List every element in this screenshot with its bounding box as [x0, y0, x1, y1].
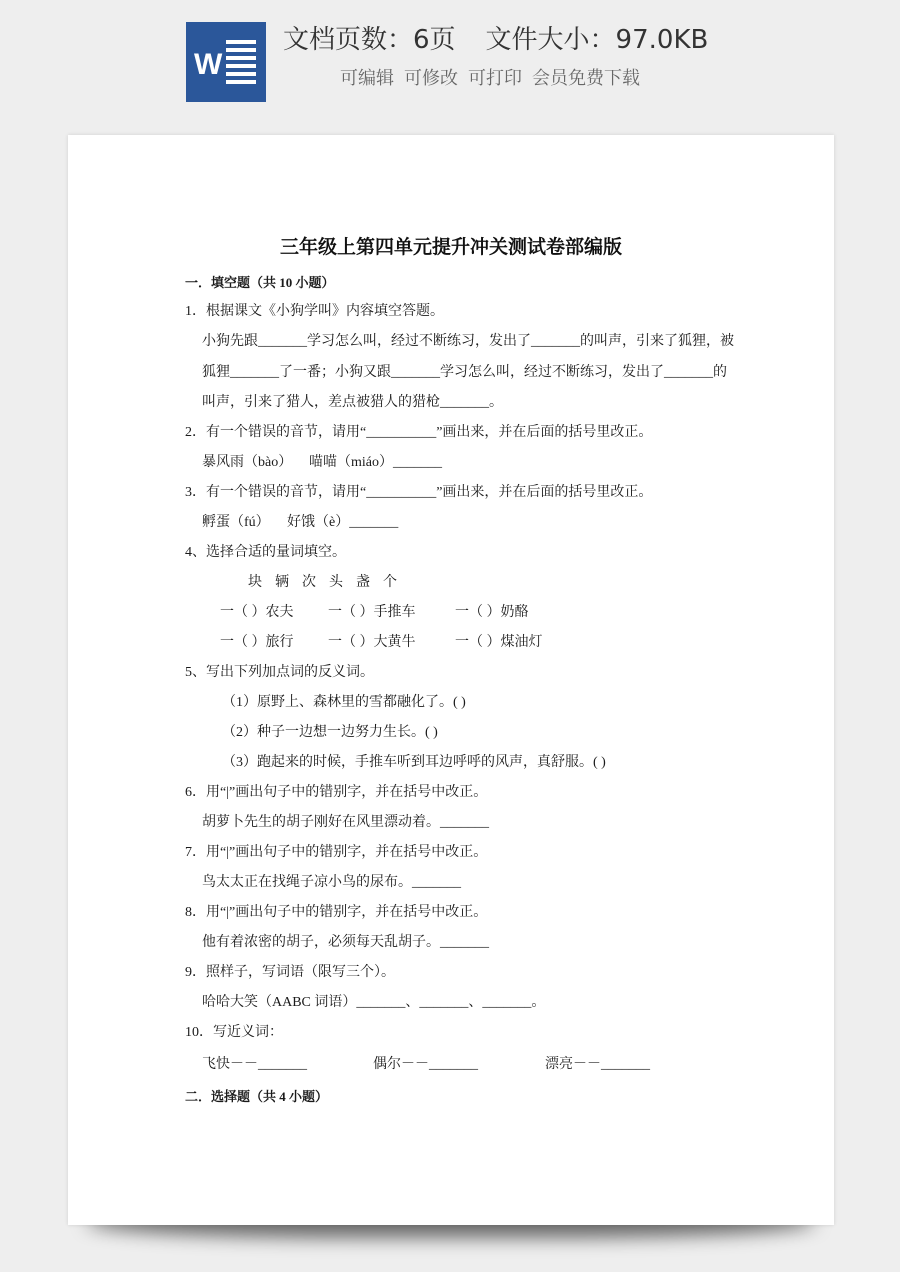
question-1-line: 狐狸_______了一番；小狗又跟_______学习怎么叫，经过不断练习，发出了_______的	[202, 365, 727, 380]
option-word: 次	[302, 575, 316, 590]
question-1-line: 叫声，引来了猎人，差点被猎人的猎枪_______。	[202, 395, 503, 410]
file-size: 文件大小：97.0KB	[485, 25, 709, 55]
question-8-sentence: 他有着浓密的胡子，必须每天乱胡子。_______	[202, 935, 489, 950]
question-3-item: 孵蛋（fú）	[202, 515, 270, 530]
feature-editable: 可编辑	[340, 68, 394, 89]
question-10-item: 漂亮－－_______	[545, 1057, 650, 1072]
feature-list	[340, 66, 650, 92]
option-word: 盏	[356, 575, 370, 590]
question-5-item: （2）种子一边想一边努力生长。( )	[222, 725, 438, 740]
document-title: 三年级上第四单元提升冲关测试卷部编版	[279, 237, 622, 258]
option-word: 头	[329, 575, 343, 590]
question-7-stem: 7．用“|”画出句子中的错别字，并在括号中改正。	[185, 845, 488, 860]
question-3-stem: 3．有一个错误的音节，请用“__________”画出来，并在后面的括号里改正。	[185, 485, 653, 500]
question-1-line: 小狗先跟_______学习怎么叫，经过不断练习，发出了_______的叫声，引来了狐狸，被	[202, 334, 734, 349]
question-2-stem: 2．有一个错误的音节，请用“__________”画出来，并在后面的括号里改正。	[185, 425, 653, 440]
question-4-stem: 4、选择合适的量词填空。	[185, 545, 346, 560]
option-word: 个	[383, 575, 397, 590]
feature-member-download: 会员免费下载	[532, 68, 640, 89]
question-4-blank: 一（ ）大黄牛	[328, 635, 416, 650]
measure-word-options	[248, 573, 410, 593]
word-icon-letter: W	[194, 48, 223, 81]
question-10-item: 偶尔－－_______	[373, 1057, 478, 1072]
page-count: 文档页数：6页	[283, 25, 456, 55]
section-heading-fill-in: 一．填空题（共 10 小题）	[185, 275, 335, 290]
question-5-item: （1）原野上、森林里的雪都融化了。( )	[222, 695, 466, 710]
feature-printable: 可打印	[468, 68, 522, 89]
question-4-blank: 一（ ）手推车	[328, 605, 416, 620]
question-3-item: 好饿（è）_______	[287, 515, 399, 530]
document-info	[283, 23, 708, 57]
question-1-stem: 1．根据课文《小狗学叫》内容填空答题。	[185, 304, 444, 319]
option-word: 辆	[275, 575, 289, 590]
document-page	[68, 135, 834, 1225]
question-6-stem: 6．用“|”画出句子中的错别字，并在括号中改正。	[185, 785, 488, 800]
question-9-answer-line: 哈哈大笑（AABC 词语）_______、_______、_______。	[202, 995, 546, 1010]
question-4-blank: 一（ ）旅行	[220, 635, 294, 650]
question-6-sentence: 胡萝卜先生的胡子刚好在风里漂动着。_______	[202, 815, 489, 830]
question-10-stem: 10．写近义词：	[185, 1025, 283, 1040]
question-4-blank: 一（ ）农夫	[220, 605, 294, 620]
question-4-blank: 一（ ）奶酪	[455, 605, 529, 620]
feature-modifiable: 可修改	[404, 68, 458, 89]
question-7-sentence: 鸟太太正在找绳子凉小鸟的尿布。_______	[202, 875, 461, 890]
question-10-item: 飞快－－_______	[202, 1057, 307, 1072]
question-5-stem: 5、写出下列加点词的反义词。	[185, 665, 374, 680]
question-2-item: 暴风雨（bào）	[202, 455, 293, 470]
question-2-item: 喵喵（miáo）_______	[309, 455, 442, 470]
question-5-item: （3）跑起来的时候，手推车听到耳边呼呼的风声，真舒服。( )	[222, 755, 606, 770]
section-heading-multiple-choice: 二．选择题（共 4 小题）	[185, 1089, 329, 1104]
word-document-icon	[186, 22, 266, 102]
option-word: 块	[248, 575, 262, 590]
question-8-stem: 8．用“|”画出句子中的错别字，并在括号中改正。	[185, 905, 488, 920]
question-9-stem: 9．照样子，写词语（限写三个）。	[185, 965, 395, 980]
question-4-blank: 一（ ）煤油灯	[455, 635, 543, 650]
